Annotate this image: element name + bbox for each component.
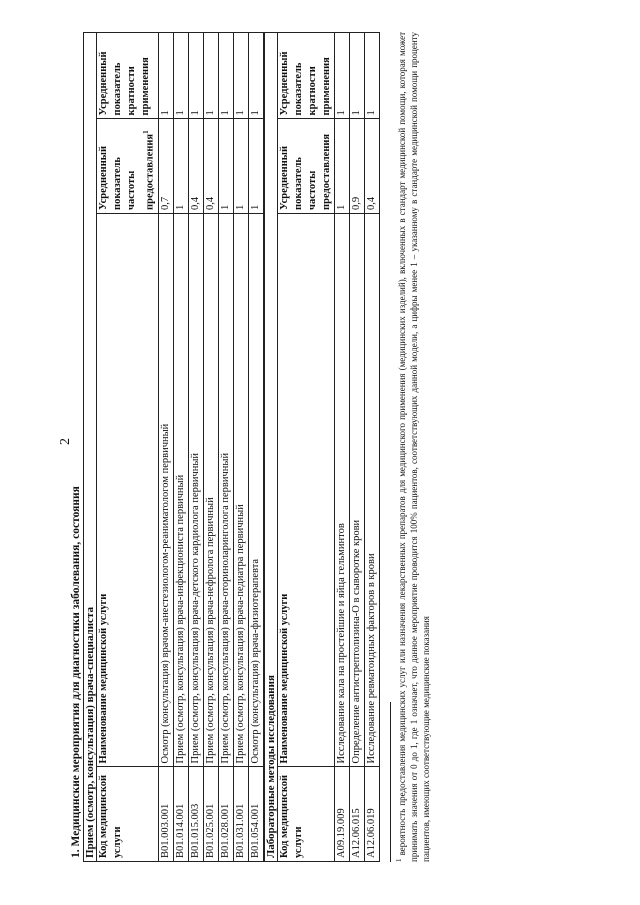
cell-freq: 0,7 bbox=[158, 119, 173, 214]
cell-name: Прием (осмотр, консультация) врача-детского кардиолога первичный bbox=[188, 213, 203, 767]
header-mult: Усредненный показатель кратности применения bbox=[277, 33, 334, 119]
header-name: Наименование медицинской услуги bbox=[97, 213, 159, 767]
cell-mult: 1 bbox=[349, 33, 364, 119]
cell-freq: 0,4 bbox=[364, 119, 379, 214]
cell-code: B01.054.001 bbox=[248, 767, 263, 862]
table-row bbox=[349, 33, 364, 862]
consult-header-row bbox=[97, 33, 159, 862]
table-row bbox=[334, 33, 349, 862]
cell-code: A09.19.009 bbox=[334, 767, 349, 862]
rotated-document bbox=[70, 32, 432, 862]
cell-name: Прием (осмотр, консультация) врача-педиатра первичный bbox=[233, 213, 248, 767]
cell-name: Прием (осмотр, консультация) врача-инфекциониста первичный bbox=[173, 213, 188, 767]
lab-table bbox=[277, 32, 380, 862]
cell-freq: 1 bbox=[218, 119, 233, 214]
cell-name: Прием (осмотр, консультация) врача-оториноларинголога первичный bbox=[218, 213, 233, 767]
cell-code: B01.028.001 bbox=[218, 767, 233, 862]
cell-code: A12.06.015 bbox=[349, 767, 364, 862]
lab-header-row bbox=[277, 33, 334, 862]
cell-name: Осмотр (консультация) врачом-анестезиологом-реаниматологом первичный bbox=[158, 213, 173, 767]
cell-code: A12.06.019 bbox=[364, 767, 379, 862]
cell-code: B01.003.001 bbox=[158, 767, 173, 862]
lab-subtitle: Лабораторные методы исследования bbox=[264, 32, 277, 862]
table-row bbox=[233, 33, 248, 862]
cell-mult: 1 bbox=[248, 33, 263, 119]
cell-code: B01.031.001 bbox=[233, 767, 248, 862]
page-number: 2 bbox=[58, 438, 73, 445]
cell-code: B01.025.001 bbox=[203, 767, 218, 862]
table-row bbox=[203, 33, 218, 862]
footnote bbox=[393, 32, 432, 862]
cell-name: Исследование кала на простейшие и яйца гельминтов bbox=[334, 213, 349, 767]
header-code: Код медицинской услуги bbox=[277, 767, 334, 862]
cell-freq: 1 bbox=[248, 119, 263, 214]
header-freq bbox=[97, 119, 159, 214]
cell-code: B01.014.001 bbox=[173, 767, 188, 862]
cell-mult: 1 bbox=[173, 33, 188, 119]
cell-name: Исследование ревматоидных факторов в крови bbox=[364, 213, 379, 767]
cell-freq: 1 bbox=[173, 119, 188, 214]
footnote-divider bbox=[390, 702, 391, 862]
table-row bbox=[188, 33, 203, 862]
section-title: 1. Медицинские мероприятия для диагностики заболевания, состояния bbox=[70, 486, 82, 858]
cell-freq: 1 bbox=[334, 119, 349, 214]
cell-name: Прием (осмотр, консультация) врача-нефролога первичный bbox=[203, 213, 218, 767]
cell-name: Определение антистрептолизина-O в сыворотке крови bbox=[349, 213, 364, 767]
cell-mult: 1 bbox=[233, 33, 248, 119]
cell-mult: 1 bbox=[218, 33, 233, 119]
cell-name: Осмотр (консультация) врача-физиотерапевта bbox=[248, 213, 263, 767]
footnote-ref: 1 bbox=[142, 130, 150, 134]
cell-freq: 0,4 bbox=[188, 119, 203, 214]
table-row bbox=[218, 33, 233, 862]
header-name: Наименование медицинской услуги bbox=[277, 213, 334, 767]
table-row bbox=[364, 33, 379, 862]
table-row bbox=[173, 33, 188, 862]
header-freq-text: Усредненный показатель частоты предоставления bbox=[98, 133, 156, 210]
footnote-text: вероятность предоставления медицинских услуг или назначения лекарственных препаратов для медицинского применения (медицинских изделий), включенных в стандарт медицинской помощи, которая может принимать значения от 0 до 1, где 1 означает, что данное мероприятие проводится 100% пациентов, соответствующих данной модели, а цифры менее 1 – указанному в стандарте медицинской помощи проценту пациентов, имеющих соответствующие медицинские показания bbox=[396, 32, 431, 862]
cell-freq: 0,9 bbox=[349, 119, 364, 214]
cell-freq: 0,4 bbox=[203, 119, 218, 214]
cell-mult: 1 bbox=[158, 33, 173, 119]
table-row bbox=[248, 33, 263, 862]
cell-code: B01.015.003 bbox=[188, 767, 203, 862]
cell-mult: 1 bbox=[364, 33, 379, 119]
cell-mult: 1 bbox=[334, 33, 349, 119]
header-freq: Усредненный показатель частоты предоставления bbox=[277, 119, 334, 214]
consult-table bbox=[96, 32, 264, 862]
header-code: Код медицинской услуги bbox=[97, 767, 159, 862]
cell-mult: 1 bbox=[203, 33, 218, 119]
consult-subtitle: Прием (осмотр, консультация) врача-специалиста bbox=[83, 32, 96, 862]
header-mult: Усредненный показатель кратности применения bbox=[97, 33, 159, 119]
cell-mult: 1 bbox=[188, 33, 203, 119]
footnote-mark: 1 bbox=[394, 858, 403, 862]
table-row bbox=[158, 33, 173, 862]
cell-freq: 1 bbox=[233, 119, 248, 214]
